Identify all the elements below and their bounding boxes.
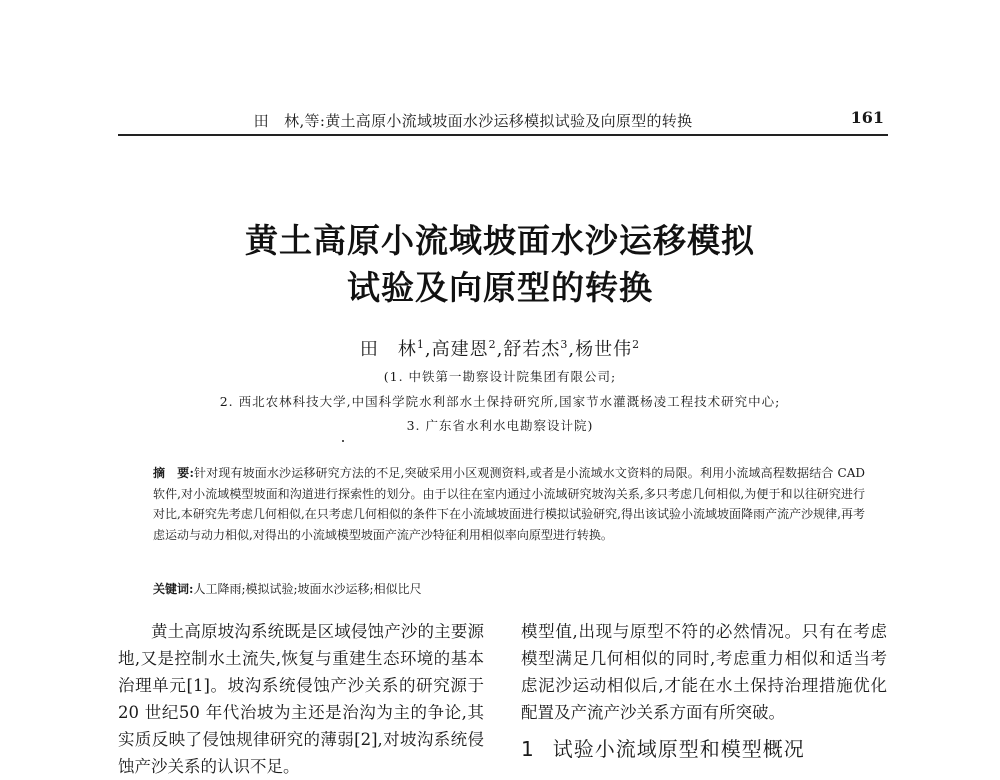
affiliation-3: 3. 广东省水利水电勘察设计院)	[406, 418, 594, 433]
author-name: 杨世伟	[575, 339, 633, 360]
author-affil-mark: 3	[560, 338, 569, 351]
author-affil-mark: 1	[416, 338, 425, 351]
keywords	[153, 579, 865, 599]
section-title: 试验小流域原型和模型概况	[552, 737, 805, 761]
keywords-text: 人工降雨;模拟试验;坡面水沙运移;相似比尺	[193, 582, 422, 596]
abstract	[153, 463, 865, 545]
author-affil-mark: 2	[632, 338, 641, 351]
affiliation-2: 2. 西北农林科技大学,中国科学院水利部水土保持研究所,国家节水灌溉杨凌工程技术研究中心;	[219, 394, 781, 409]
author-affil-mark: 2	[488, 338, 497, 351]
running-title: 田 林,等:黄土高原小流域坡面水沙运移模拟试验及向原型的转换	[253, 112, 693, 130]
scan-speck	[342, 440, 344, 442]
keywords-label: 关键词:	[153, 582, 194, 596]
section-number: 1	[521, 737, 535, 761]
paper-title-line-2: 试验及向原型的转换	[347, 268, 653, 307]
body-left-column: 黄土高原坡沟系统既是区域侵蚀产沙的主要源地,又是控制水土流失,恢复与重建生态环境的基本治理单元[1]。坡沟系统侵蚀产沙关系的研究源于20 世纪50 年代治坡为主还是治沟为主的争论,其实质反映了侵蚀规律研究的薄弱[2],对坡沟系统侵蚀产沙关系的认识不足。	[118, 622, 484, 776]
page-number: 161	[850, 108, 884, 127]
abstract-text: 针对现有坡面水沙运移研究方法的不足,突破采用小区观测资料,或者是小流域水文资料的局限。利用小流域高程数据结合 CAD 软件,对小流域模型坡面和沟道进行探索性的划分。由于以往在室内通过小流域研究坡沟关系,多只考虑几何相似,为便于和以往研究进行对比,本研究先考虑几何相似,在只考虑几何相似的条件下在小流域坡面进行模拟试验研究,得出该试验小流域坡面降雨产流产沙规律,再考虑运动与动力相似,对得出的小流域模型坡面产流产沙特征利用相似率向原型进行转换。	[153, 466, 865, 542]
section-heading	[521, 733, 805, 762]
affiliation-1: (1. 中铁第一勘察设计院集团有限公司;	[383, 369, 617, 384]
body-right-column: 模型值,出现与原型不符的必然情况。只有在考虑模型满足几何相似的同时,考虑重力相似和适当考虑泥沙运动相似后,才能在水土保持治理措施优化配置及产流产沙关系方面有所突破。	[521, 622, 887, 722]
author-name: 田 林	[359, 339, 417, 360]
paper-title-line-1: 黄土高原小流域坡面水沙运移模拟	[245, 221, 755, 260]
abstract-label: 摘 要:	[153, 466, 194, 480]
author-list: 田 林$^1$,高建恩$^2$,舒若杰$^3$,杨世伟$^2$	[359, 338, 641, 360]
running-head	[118, 108, 888, 136]
author-name: 高建恩	[431, 339, 489, 360]
author-name: 舒若杰	[503, 339, 561, 360]
